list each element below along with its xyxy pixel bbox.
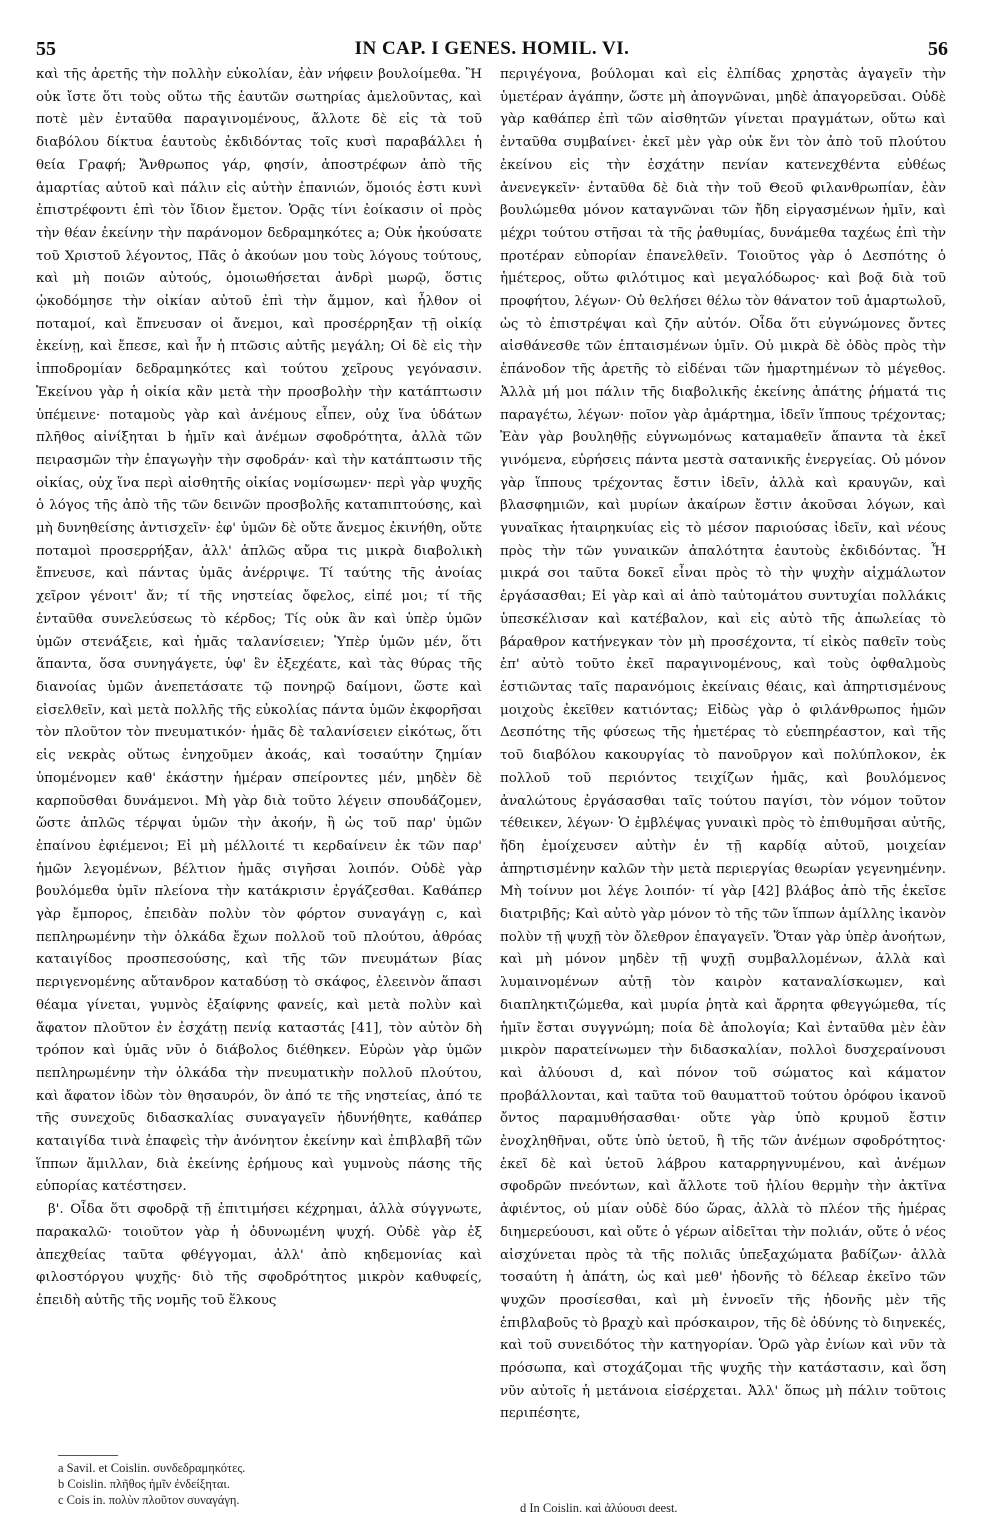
left-paragraph-1: καὶ τῆς ἀρετῆς τὴν πολλὴν εὐκολίαν, ἐὰν νήφειν βουλοίμεθα. Ἢ οὐκ ἴστε ὅτι τοὺς οὕτω τῆς ἑαυτῶν σωτηρίας ἀμελοῦντας, καὶ ποτὲ μὲν ἐνταῦθα παραγινομένους, ἄλλοτε δὲ εἰς τὰ τοῦ διαβόλου δίκτυα ἑαυτοὺς ἐκδιδόντας τοῖς κυσὶ παραβάλλει ἡ θεία Γραφή; Ἄνθρωπος γάρ, φησίν, ἀποστρέφων ἀπὸ τῆς ἁμαρτίας αὐτοῦ καὶ πάλιν εἰς αὐτὴν ἐπανιών, ὅμοιός ἐστι κυνὶ ἐπιστρέφοντι ἐπὶ τὸν ἴδιον ἔμετον. Ὁρᾷς τίνι ἐοίκασιν οἱ πρὸς τὴν θέαν ἐκείνην τὴν παράνομον δεδραμηκότες a; Οὐκ ἠκούσατε τοῦ Χριστοῦ λέγοντος, Πᾶς ὁ ἀκούων μου τοὺς λόγους τούτους, καὶ μὴ ποιῶν αὐτούς, ὁμοιωθήσεται ἀνδρὶ μωρῷ, ὅστις ᾠκοδόμησε τὴν οἰκίαν αὐτοῦ ἐπὶ τὴν ἄμμον, καὶ ἦλθον οἱ ποταμοί, καὶ ἔπνευσαν οἱ ἄνεμοι, καὶ προσέρρηξαν τῇ οἰκίᾳ ἐκείνῃ, καὶ ἔπεσε, καὶ ἦν ἡ πτῶσις αὐτῆς μεγάλη; Οἱ δὲ εἰς τὴν ἱπποδρομίαν δεδραμηκότες καὶ τούτου χεῖρους γεγόνασιν. Ἐκείνου γὰρ ἡ οἰκία κἂν μετὰ τὴν προσβολὴν τὴν κατάπτωσιν ὑπέμεινε· ποταμοὺς γὰρ καὶ ἀνέμους εἶπεν, οὐχ ἵνα ὑδάτων πλῆθος αἰνίξηται b ἡμῖν καὶ ἀνέμων σφοδρότητα, ἀλλὰ τῶν πειρασμῶν τὴν ἐπαγωγὴν τὴν σφοδράν· καὶ τὴν κατάπτωσιν τῆς οἰκίας, οὐχ ἵνα περὶ αἰσθητῆς οἰκίας νομίσωμεν· περὶ γὰρ ψυχῆς ὁ λόγος τῆς ἀπὸ τῆς τῶν δεινῶν προσβολῆς καταπιπτούσης, καὶ μὴ δυνηθείσης ἀντισχεῖν· ἐφ' ὑμῶν δὲ οὔτε ἄνεμος ἐκινήθη, οὔτε ποταμοὶ προσερρήξαν, ἀλλ' ἁπλῶς αὔρα τις μικρὰ διαβολικὴ ἔπνευσε, καὶ πάντας ὑμᾶς ἀνέρριψε. Τί ταύτης τῆς ἀνοίας χεῖρον γένοιτ' ἄν; τί τῆς νηστείας ὄφελος, εἰπέ μοι; τί τῆς ἐνταῦθα συνελεύσεως τὸ κέρδος; Τίς οὐκ ἂν καὶ ὑπὲρ ὑμῶν ὑμῶν στενάξειε, καὶ ἡμᾶς ταλανίσειεν; Ὑπὲρ ὑμῶν μέν, ὅτι ἅπαντα, ὅσα συνηγάγετε, ὑφ' ἓν ἐξεχέατε, καὶ τὰς θύρας τῆς διανοίας ὑμῶν ἀνεπετάσατε τῷ πονηρῷ δαίμονι, ὥστε καὶ εἰσελθεῖν, καὶ μετὰ πολλῆς τῆς εὐκολίας πάντα ὑμῶν ἐκφορῆσαι τὸν πλοῦτον τὸν πνευματικόν· ἡμᾶς δὲ ταλανίσειεν εἰκότως, ὅτι εἰς νεκρὰς οὕτως ἐνηχοῦμεν ἀκοάς, καὶ τοσαύτην ζημίαν ὑπομένομεν καθ' ἑκάστην ἡμέραν σπείροντες μέν, μηδὲν δὲ καρποῦσθαι δυνάμενοι. Μὴ γὰρ διὰ τοῦτο λέγειν σπουδάζομεν, ὥστε ἁπλῶς τέρψαι ὑμῶν τὴν ἀκοήν, ἢ ὡς τοῦ παρ' ὑμῶν ἐπαίνου ἐφιέμενοι; Εἰ μὴ μέλλοιτέ τι κερδαίνειν ἐκ τῶν παρ' ἡμῶν λεγομένων, βέλτιον ἡμᾶς σιγῆσαι λοιπόν. Οὐδὲ γὰρ βουλόμεθα ὑμῖν πλείονα τὴν κατάκρισιν ἐργάζεσθαι. Καθάπερ γὰρ ἔμπορος, ἐπειδὰν πολὺν τὸν φόρτον συναγάγῃ c, καὶ πεπληρωμένην τὴν ὁλκάδα ἔχων πολλοῦ τοῦ πλούτου, ἀθρόας καταιγίδος προσπεσούσης, καὶ τῆς τῶν πνευμάτων βίας περιγενομένης αὔτανδρον καταδύσῃ τὸ σκάφος, ἐλεεινὸν ἅπασι θέαμα γίνεται, γυμνὸς ἐξαίφνης φανείς, καὶ μετὰ πολὺν καὶ ἄφατον πλοῦτον ἐν ἐσχάτῃ πενίᾳ καταστάς [41], τὸν αὐτὸν δὴ τρόπον καὶ ὑμᾶς νῦν ὁ διάβολος διέθηκεν. Εὑρὼν γὰρ ὑμῶν πεπληρωμένην τὴν ὁλκάδα τὴν πνευματικὴν πολλοῦ πλούτου, καὶ ἄφατον ἰδὼν τὸν θησαυρόν, ὃν ἀπό τε τῆς νηστείας, ἀπό τε τῆς συνεχοῦς διδασκαλίας συναγαγεῖν ἠδυνήθητε, καθάπερ καταιγίδα τινὰ ἐπαφεὶς τὴν ἀνόνητον ἐκείνην καὶ ἐπιβλαβῆ τῶν ἵππων ἅμιλλαν, διὰ ἐκείνης ἐρήμους καὶ γυμνοὺς πάσης τῆς εὐπορίας κατέστησεν. [36, 67, 482, 1195]
left-paragraph-2: β'. Οἶδα ὅτι σφοδρᾷ τῇ ἐπιτιμήσει κέχρημαι, ἀλλὰ σύγγνωτε, παρακαλῶ· τοιοῦτον γὰρ ἡ ὀδυνωμένη ψυχή. Οὐδὲ γὰρ ἐξ ἀπεχθείας ταῦτα φθέγγομαι, ἀλλ' ἀπὸ κηδεμονίας καὶ φιλοστόργου ψυχῆς· διὸ τῆς σφοδρότητος μικρὸν καθυφείς, ἐπειδὴ αὐτῆς τῆς νομῆς τοῦ ἕλκους [36, 1202, 482, 1308]
footnote-rule [58, 1455, 118, 1456]
footnotes-right [520, 1500, 940, 1516]
footnote-a: a Savil. et Coislin. συνδεδραμηκότες. [58, 1461, 246, 1475]
right-column [500, 64, 946, 1426]
footnote-d: d In Coislin. καὶ ἀλύουσι deest. [520, 1501, 678, 1515]
left-column [36, 64, 482, 1313]
footnote-c: c Cois in. πολὺν πλοῦτον συναγάγη. [58, 1493, 240, 1507]
footnotes-left [58, 1460, 478, 1508]
page-number-left: 55 [36, 38, 56, 60]
running-title: IN CAP. I GENES. HOMIL. VI. [354, 38, 630, 59]
footnote-b: b Coislin. πλῆθος ἡμῖν ἐνδείξηται. [58, 1477, 230, 1491]
right-paragraph-1: περιγέγονα, βούλομαι καὶ εἰς ἐλπίδας χρηστὰς ἀγαγεῖν τὴν ὑμετέραν ἀγάπην, ὥστε μὴ ἀπογνῶναι, μηδὲ ἀπαγορεῦσαι. Οὐδὲ γὰρ καθάπερ ἐπὶ τῶν αἰσθητῶν γίνεται πραγμάτων, οὕτω καὶ ἐνταῦθα συμβαίνει· ἐκεῖ μὲν γὰρ οὐκ ἔνι τὸν ἀπὸ τοῦ πλούτου ἐκείνου εἰς τὴν ἐσχάτην πενίαν κατενεχθέντα εὐθέως ἀνενεγκεῖν· ἐνταῦθα δὲ διὰ τὴν τοῦ Θεοῦ φιλανθρωπίαν, ἐὰν βουλώμεθα μόνον καταγνῶναι τῶν ἤδη εἰργασμένων ἡμῖν, καὶ μέχρι τούτου στῆσαι τὰ τῆς ῥαθυμίας, δυνάμεθα ταχέως ἐπὶ τὴν προτέραν εὐπορίαν ἐπανελθεῖν. Τοιοῦτος γὰρ ὁ Δεσπότης ὁ ἡμέτερος, οὕτω φιλότιμος καὶ μεγαλόδωρος· καὶ βοᾷ διὰ τοῦ προφήτου, λέγων· Οὐ θελήσει θέλω τὸν θάνατον τοῦ ἁμαρτωλοῦ, ὡς τὸ ἐπιστρέψαι καὶ ζῆν αὐτόν. Οἶδα ὅτι εὐγνώμονες ὄντες αἰσθάνεσθε τῶν ἐπταισμένων ὑμῖν. Οὐ μικρὰ δὲ ὁδὸς πρὸς τὴν ἐπάνοδον τῆς ἀρετῆς τὸ εἰδέναι τῶν ἡμαρτημένων τὸ μέγεθος. Ἀλλὰ μή μοι πάλιν τῆς διαβολικῆς ἐκείνης ἀπάτης ῥήματά τις παραγέτω, λέγων· ποῖον γὰρ ἁμάρτημα, ἰδεῖν ἵππους τρέχοντας; Ἐὰν γὰρ βουληθῇς εὐγνωμόνως καταμαθεῖν ἅπαντα τὰ ἐκεῖ γινόμενα, εὑρήσεις πάντα μεστὰ σατανικῆς ἐνεργείας. Οὐ μόνον γὰρ ἵππους τρέχοντας ἔστιν ἰδεῖν, ἀλλὰ καὶ κραυγῶν, καὶ βλασφημιῶν, καὶ μυρίων ἀκαίρων ἔστιν ἀκοῦσαι λόγων, καὶ γυναῖκας ἡταιρηκυίας εἰς τὸ μέσον παριούσας ἰδεῖν, καὶ νέους πρὸς τὴν τῶν γυναικῶν ἀπαλότητα ἑαυτοὺς ἐκδιδόντας. Ἦ μικρά σοι ταῦτα δοκεῖ εἶναι πρὸς τὸ τὴν ψυχὴν αἰχμάλωτον ἐργάσασθαι; Εἰ γὰρ καὶ αἱ ἀπὸ ταὐτομάτου συντυχίαι πολλάκις ὑπεσκέλισαν καὶ κατέβαλον, καὶ εἰς αὐτὸ τῆς ἀπωλείας τὸ βάραθρον κατήνεγκαν τὸν μὴ προσέχοντα, τί εἰκὸς παθεῖν τοὺς ἐπ' αὐτὸ τοῦτο ἐκεῖ παραγινομένους, καὶ τοὺς ὀφθαλμοὺς ἑστιῶντας ταῖς παρανόμοις ἐκείναις θέαις, καὶ ἀπηρτισμένους μοιχοὺς ἐκεῖθεν κατιόντας; Εἰδὼς γὰρ ὁ φιλάνθρωπος ἡμῶν Δεσπότης τῆς φύσεως τῆς ἡμετέρας τὸ εὐεπηρέαστον, καὶ τῆς τοῦ διαβόλου κακουργίας τὸ πανοῦργον καὶ πολύπλοκον, ἐκ πολλοῦ τοῦ περιόντος τειχίζων ἡμᾶς, καὶ βουλόμενος ἀναλώτους ἐργάσασθαι ταῖς τούτου παγίσι, τὸν νόμον τοῦτον τέθεικεν, λέγων· Ὁ ἐμβλέψας γυναικὶ πρὸς τὸ ἐπιθυμῆσαι αὐτῆς, ἤδη ἐμοίχευσεν αὐτὴν ἐν τῇ καρδίᾳ αὐτοῦ, μοιχείαν ἀπηρτισμένην καλῶν τὴν μετὰ περιεργίας θεωρίαν γεγενημένην. Μὴ τοίνυν μοι λέγε λοιπόν· τί γὰρ [42] βλάβος ἀπὸ τῆς ἐκεῖσε διατριβῆς; Καὶ αὐτὸ γὰρ μόνον τὸ τῆς τῶν ἵππων ἁμίλλης ἱκανὸν πολὺν τῇ ψυχῇ τὸν ὄλεθρον ἐπαγαγεῖν. Ὅταν γὰρ ὑπὲρ ἀνοήτων, καὶ μὴ μόνον μηδὲν τῇ ψυχῇ συμβαλλομένων, ἀλλὰ καὶ λυμαινομένων αὐτῇ τὸν καιρὸν καταναλίσκωμεν, καὶ διαπληκτιζώμεθα, καὶ μυρία ῥητὰ καὶ ἄρρητα φθεγγώμεθα, τίς ἡμῖν ἔσται συγγνώμη; ποία δὲ ἀπολογία; Καὶ ἐνταῦθα μὲν ἐὰν μικρὸν παρατείνωμεν τὴν διδασκαλίαν, πολλοὶ δυσχεραίνουσι καὶ ἀλύουσι d, καὶ πόνον τοῦ σώματος καὶ κάματον προβάλλονται, καὶ ταῦτα τοῦ θαυματτοῦ τούτου ὀρόφου ἱκανοῦ ὄντος παραμυθήσασθαι· οὔτε γὰρ ὑπὸ κρυμοῦ ἔστιν ἐνοχληθῆναι, οὔτε ὑπὸ ὑετοῦ, ἢ τῆς τῶν ἀνέμων σφοδρότητος· ἐκεῖ δὲ καὶ ὑετοῦ λάβρου καταρρηγνυμένου, καὶ ἀνέμων σφοδρῶν πνεόντων, καὶ ἄλλοτε τοῦ ἡλίου θερμὴν τὴν ἀκτῖνα ἀφιέντος, οὐ μίαν οὐδὲ δύο ὥρας, ἀλλὰ τὸ πλέον τῆς ἡμέρας διημερεύουσι, καὶ οὔτε ὁ γέρων αἰδεῖται τὴν πολιάν, οὔτε ὁ νέος αἰσχύνεται πρὸς τὰ τῆς πολιᾶς ὑπεξαχώματα βαδίζων· ἀλλὰ τοσαύτη ἡ ἀπάτη, ὡς καὶ μεθ' ἡδονῆς τὸ δέλεαρ ἐκεῖνο τῶν ψυχῶν προσίεσθαι, καὶ μὴ ἐννοεῖν τῆς ἡδονῆς μὲν τῆς ἐπιβλαβοῦς τὸ βραχὺ καὶ πρόσκαιρον, τῆς δὲ ὀδύνης τὸ διηνεκές, καὶ τοῦ συνειδότος τὴν κατηγορίαν. Ὁρῶ γὰρ ἐνίων καὶ νῦν τὰ πρόσωπα, καὶ στοχάζομαι τῆς ψυχῆς τὴν κατάστασιν, καὶ ὅση νῦν αὐτοῖς ἡ μετάνοια εἰσέρχεται. Ἀλλ' ὅπως μὴ πάλιν τοῦτοις περιπέσητε, [500, 67, 946, 1422]
page-number-right: 56 [928, 38, 948, 60]
page-header [36, 38, 948, 62]
